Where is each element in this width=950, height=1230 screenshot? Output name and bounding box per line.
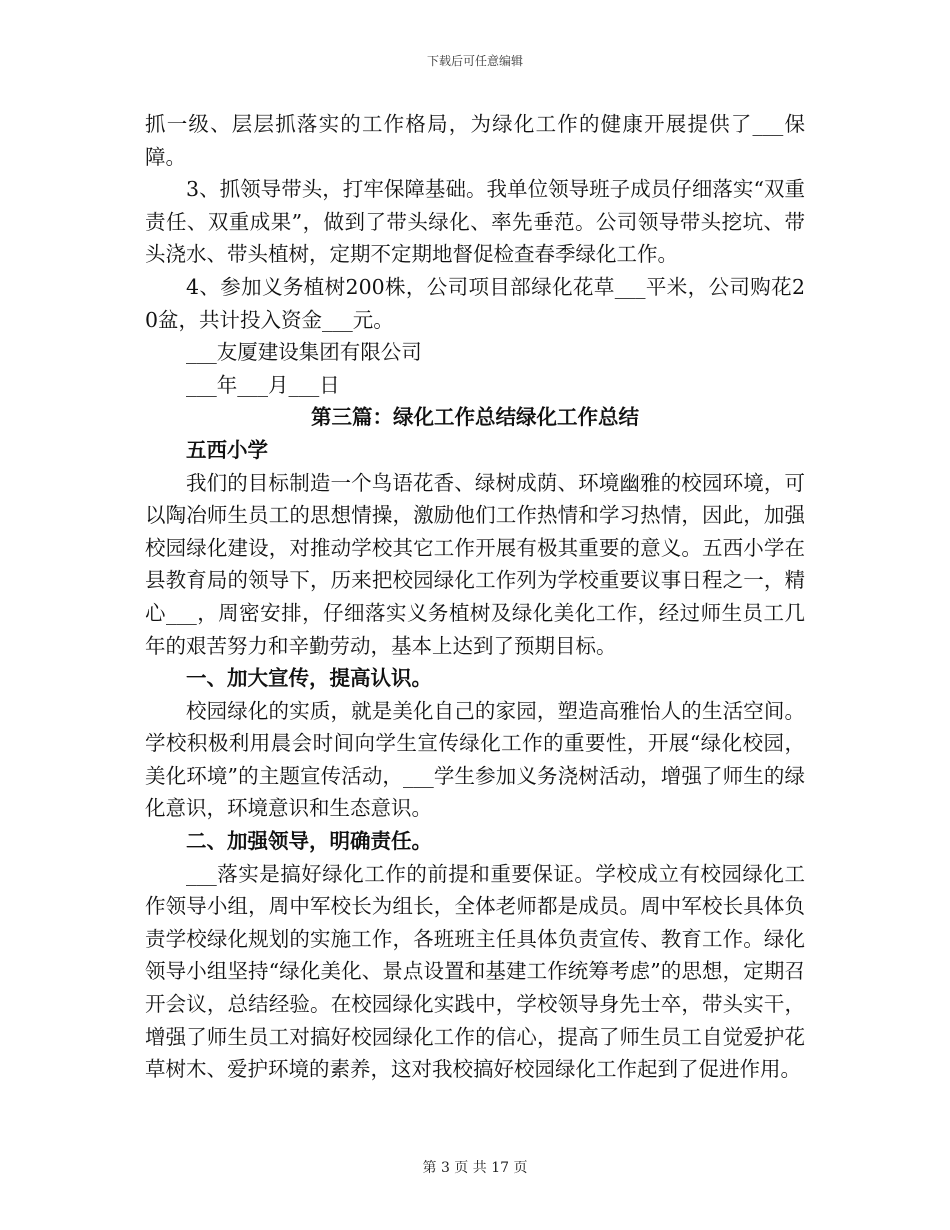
- school-name: 五西小学: [186, 437, 268, 462]
- paragraph-publicity: 校园绿化的实质，就是美化自己的家园，塑造高雅怡人的生活空间。学校积极利用晨会时间向学生宣传绿化工作的重要性，开展“绿化校园，美化环境”的主题宣传活动，___学生参加义务浇树活动，增强了师生的绿化意识，环境意识和生态意识。: [145, 698, 805, 821]
- subheading-1: 一、加大宣传，提高认识。: [186, 666, 432, 691]
- section-title: 第三篇：绿化工作总结绿化工作总结: [311, 405, 639, 430]
- paragraph-item-4: 4、参加义务植树200株，公司项目部绿化花草___平米，公司购花20盆，共计投入资金___元。: [145, 274, 805, 332]
- signature-company: ___友厦建设集团有限公司: [186, 340, 422, 365]
- document-body: [145, 108, 805, 1086]
- page-footer: 第 3 页 共 17 页: [422, 1160, 528, 1176]
- signature-date: ___年___月___日: [186, 372, 340, 397]
- paragraph-item-3: 3、抓领导带头，打牢保障基础。我单位领导班子成员仔细落实“双重责任、双重成果”，做到了带头绿化、率先垂范。公司领导带头挖坑、带头浇水、带头植树，定期不定期地督促检查春季绿化工作。: [145, 177, 805, 267]
- paragraph-continuation: 抓一级、层层抓落实的工作格局，为绿化工作的健康开展提供了___保障。: [145, 112, 805, 169]
- paragraph-leadership: ___落实是搞好绿化工作的前提和重要保证。学校成立有校园绿化工作领导小组，周中军校长为组长，全体老师都是成员。周中军校长具体负责学校绿化规划的实施工作，各班班主任具体负责宣传、教育工作。绿化领导小组坚持“绿化美化、景点设置和基建工作统筹考虑”的思想，定期召开会议，总结经验。在校园绿化实践中，学校领导身先士卒，带头实干，增强了师生员工对搞好校园绿化工作的信心，提高了师生员工自觉爱护花草树木、爱护环境的素养，这对我校搞好校园绿化工作起到了促进作用。: [145, 861, 805, 1082]
- subheading-2: 二、加强领导，明确责任。: [186, 829, 432, 854]
- page-header: 下载后可任意编辑: [426, 54, 523, 68]
- paragraph-intro: 我们的目标制造一个鸟语花香、绿树成荫、环境幽雅的校园环境，可以陶冶师生员工的思想情操，激励他们工作热情和学习热情，因此，加强校园绿化建设，对推动学校其它工作开展有极其重要的意义。五西小学在县教育局的领导下，历来把校园绿化工作列为学校重要议事日程之一，精心___，周密安排，仔细落实义务植树及绿化美化工作，经过师生员工几年的艰苦努力和辛勤劳动，基本上达到了预期目标。: [145, 470, 805, 658]
